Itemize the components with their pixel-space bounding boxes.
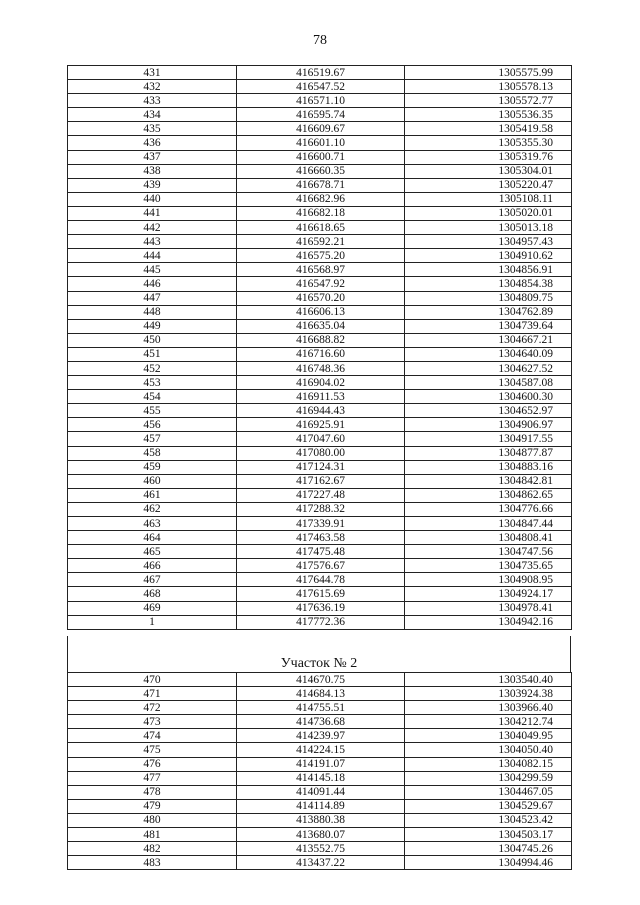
y-coordinate-cell: 1304856.91 <box>405 263 572 277</box>
x-coordinate-cell: 414224.15 <box>237 743 405 757</box>
table-row <box>68 66 572 80</box>
y-coordinate-cell: 1304745.26 <box>405 842 572 856</box>
y-coordinate-cell: 1304747.56 <box>405 545 572 559</box>
y-coordinate-cell: 1304910.62 <box>405 249 572 263</box>
table-row <box>68 108 572 122</box>
table-row <box>68 305 572 319</box>
y-coordinate-cell: 1304667.21 <box>405 333 572 347</box>
y-coordinate-cell: 1304212.74 <box>405 715 572 729</box>
point-number-cell: 434 <box>68 108 237 122</box>
table-row <box>68 291 572 305</box>
point-number-cell: 451 <box>68 347 237 361</box>
y-coordinate-cell: 1304082.15 <box>405 757 572 771</box>
point-number-cell: 431 <box>68 66 237 80</box>
table-row <box>68 673 572 687</box>
point-number-cell: 464 <box>68 531 237 545</box>
x-coordinate-cell: 416595.74 <box>237 108 405 122</box>
y-coordinate-cell: 1304917.55 <box>405 432 572 446</box>
table-row <box>68 615 572 629</box>
y-coordinate-cell: 1304762.89 <box>405 305 572 319</box>
table-row <box>68 743 572 757</box>
x-coordinate-cell: 416716.60 <box>237 347 405 361</box>
table-row <box>68 361 572 375</box>
y-coordinate-cell: 1305572.77 <box>405 94 572 108</box>
point-number-cell: 467 <box>68 573 237 587</box>
point-number-cell: 468 <box>68 587 237 601</box>
table-row <box>68 192 572 206</box>
point-number-cell: 438 <box>68 164 237 178</box>
table-row <box>68 94 572 108</box>
x-coordinate-cell: 416682.18 <box>237 206 405 220</box>
y-coordinate-cell: 1304978.41 <box>405 601 572 615</box>
point-number-cell: 462 <box>68 502 237 516</box>
y-coordinate-cell: 1304942.16 <box>405 615 572 629</box>
y-coordinate-cell: 1304050.40 <box>405 743 572 757</box>
point-number-cell: 458 <box>68 446 237 460</box>
x-coordinate-cell: 417475.48 <box>237 545 405 559</box>
point-number-cell: 442 <box>68 221 237 235</box>
x-coordinate-cell: 416925.91 <box>237 418 405 432</box>
point-number-cell: 439 <box>68 178 237 192</box>
point-number-cell: 452 <box>68 361 237 375</box>
x-coordinate-cell: 416609.67 <box>237 122 405 136</box>
table-row <box>68 531 572 545</box>
x-coordinate-cell: 414670.75 <box>237 673 405 687</box>
table-row <box>68 446 572 460</box>
x-coordinate-cell: 417644.78 <box>237 573 405 587</box>
x-coordinate-cell: 417615.69 <box>237 587 405 601</box>
y-coordinate-cell: 1304739.64 <box>405 319 572 333</box>
point-number-cell: 456 <box>68 418 237 432</box>
table-row <box>68 263 572 277</box>
x-coordinate-cell: 416568.97 <box>237 263 405 277</box>
point-number-cell: 466 <box>68 559 237 573</box>
point-number-cell: 1 <box>68 615 237 629</box>
point-number-cell: 445 <box>68 263 237 277</box>
x-coordinate-cell: 416606.13 <box>237 305 405 319</box>
table-row <box>68 701 572 715</box>
point-number-cell: 457 <box>68 432 237 446</box>
y-coordinate-cell: 1305304.01 <box>405 164 572 178</box>
x-coordinate-cell: 416748.36 <box>237 361 405 375</box>
table-row <box>68 390 572 404</box>
x-coordinate-cell: 413437.22 <box>237 856 405 870</box>
y-coordinate-cell: 1304523.42 <box>405 813 572 827</box>
table-row <box>68 164 572 178</box>
table-row <box>68 587 572 601</box>
x-coordinate-cell: 416682.96 <box>237 192 405 206</box>
x-coordinate-cell: 417080.00 <box>237 446 405 460</box>
point-number-cell: 481 <box>68 828 237 842</box>
x-coordinate-cell: 414091.44 <box>237 785 405 799</box>
point-number-cell: 453 <box>68 376 237 390</box>
y-coordinate-cell: 1305220.47 <box>405 178 572 192</box>
point-number-cell: 444 <box>68 249 237 263</box>
x-coordinate-cell: 414191.07 <box>237 757 405 771</box>
table-row <box>68 856 572 870</box>
x-coordinate-cell: 417772.36 <box>237 615 405 629</box>
x-coordinate-cell: 416601.10 <box>237 136 405 150</box>
y-coordinate-cell: 1304854.38 <box>405 277 572 291</box>
table-row <box>68 249 572 263</box>
point-number-cell: 441 <box>68 206 237 220</box>
table-row <box>68 277 572 291</box>
point-number-cell: 437 <box>68 150 237 164</box>
point-number-cell: 461 <box>68 488 237 502</box>
x-coordinate-cell: 416519.67 <box>237 66 405 80</box>
point-number-cell: 476 <box>68 757 237 771</box>
point-number-cell: 440 <box>68 192 237 206</box>
y-coordinate-cell: 1304503.17 <box>405 828 572 842</box>
table-row <box>68 333 572 347</box>
y-coordinate-cell: 1304842.81 <box>405 474 572 488</box>
table-row <box>68 813 572 827</box>
point-number-cell: 478 <box>68 785 237 799</box>
coordinates-table-section-2 <box>67 672 572 870</box>
table-row <box>68 376 572 390</box>
table-row <box>68 206 572 220</box>
y-coordinate-cell: 1305536.35 <box>405 108 572 122</box>
x-coordinate-cell: 417636.19 <box>237 601 405 615</box>
y-coordinate-cell: 1305419.58 <box>405 122 572 136</box>
x-coordinate-cell: 414684.13 <box>237 687 405 701</box>
y-coordinate-cell: 1305355.30 <box>405 136 572 150</box>
x-coordinate-cell: 416600.71 <box>237 150 405 164</box>
x-coordinate-cell: 416618.65 <box>237 221 405 235</box>
x-coordinate-cell: 416944.43 <box>237 404 405 418</box>
point-number-cell: 463 <box>68 517 237 531</box>
table-row <box>68 221 572 235</box>
table-row <box>68 687 572 701</box>
point-number-cell: 472 <box>68 701 237 715</box>
x-coordinate-cell: 417047.60 <box>237 432 405 446</box>
table-row <box>68 432 572 446</box>
table-row <box>68 404 572 418</box>
y-coordinate-cell: 1304862.65 <box>405 488 572 502</box>
x-coordinate-cell: 413880.38 <box>237 813 405 827</box>
y-coordinate-cell: 1304735.65 <box>405 559 572 573</box>
point-number-cell: 433 <box>68 94 237 108</box>
x-coordinate-cell: 416678.71 <box>237 178 405 192</box>
x-coordinate-cell: 416570.20 <box>237 291 405 305</box>
table-row <box>68 601 572 615</box>
y-coordinate-cell: 1304640.09 <box>405 347 572 361</box>
x-coordinate-cell: 416904.02 <box>237 376 405 390</box>
y-coordinate-cell: 1305013.18 <box>405 221 572 235</box>
table-row <box>68 418 572 432</box>
point-number-cell: 479 <box>68 799 237 813</box>
x-coordinate-cell: 416688.82 <box>237 333 405 347</box>
y-coordinate-cell: 1305575.99 <box>405 66 572 80</box>
x-coordinate-cell: 417576.67 <box>237 559 405 573</box>
y-coordinate-cell: 1305020.01 <box>405 206 572 220</box>
y-coordinate-cell: 1303540.40 <box>405 673 572 687</box>
x-coordinate-cell: 416547.52 <box>237 80 405 94</box>
x-coordinate-cell: 416660.35 <box>237 164 405 178</box>
y-coordinate-cell: 1305578.13 <box>405 80 572 94</box>
x-coordinate-cell: 414736.68 <box>237 715 405 729</box>
point-number-cell: 455 <box>68 404 237 418</box>
table-row <box>68 319 572 333</box>
point-number-cell: 449 <box>68 319 237 333</box>
point-number-cell: 447 <box>68 291 237 305</box>
table-row <box>68 785 572 799</box>
y-coordinate-cell: 1304877.87 <box>405 446 572 460</box>
x-coordinate-cell: 416571.10 <box>237 94 405 108</box>
point-number-cell: 450 <box>68 333 237 347</box>
point-number-cell: 443 <box>68 235 237 249</box>
table-row <box>68 150 572 164</box>
point-number-cell: 446 <box>68 277 237 291</box>
section-title: Участок № 2 <box>280 656 358 671</box>
x-coordinate-cell: 417124.31 <box>237 460 405 474</box>
y-coordinate-cell: 1304808.41 <box>405 531 572 545</box>
table-row <box>68 559 572 573</box>
table-row <box>68 136 572 150</box>
y-coordinate-cell: 1304847.44 <box>405 517 572 531</box>
point-number-cell: 475 <box>68 743 237 757</box>
x-coordinate-cell: 413552.75 <box>237 842 405 856</box>
table-row <box>68 178 572 192</box>
point-number-cell: 435 <box>68 122 237 136</box>
table-row <box>68 771 572 785</box>
x-coordinate-cell: 417463.58 <box>237 531 405 545</box>
y-coordinate-cell: 1303924.38 <box>405 687 572 701</box>
y-coordinate-cell: 1304924.17 <box>405 587 572 601</box>
table-row <box>68 502 572 516</box>
y-coordinate-cell: 1304957.43 <box>405 235 572 249</box>
x-coordinate-cell: 414145.18 <box>237 771 405 785</box>
table-row <box>68 842 572 856</box>
point-number-cell: 470 <box>68 673 237 687</box>
y-coordinate-cell: 1304776.66 <box>405 502 572 516</box>
point-number-cell: 432 <box>68 80 237 94</box>
table-row <box>68 488 572 502</box>
y-coordinate-cell: 1304587.08 <box>405 376 572 390</box>
y-coordinate-cell: 1305319.76 <box>405 150 572 164</box>
x-coordinate-cell: 417288.32 <box>237 502 405 516</box>
x-coordinate-cell: 417339.91 <box>237 517 405 531</box>
point-number-cell: 460 <box>68 474 237 488</box>
table-row <box>68 799 572 813</box>
table-row <box>68 460 572 474</box>
y-coordinate-cell: 1303966.40 <box>405 701 572 715</box>
x-coordinate-cell: 416592.21 <box>237 235 405 249</box>
x-coordinate-cell: 416575.20 <box>237 249 405 263</box>
point-number-cell: 465 <box>68 545 237 559</box>
point-number-cell: 480 <box>68 813 237 827</box>
x-coordinate-cell: 414239.97 <box>237 729 405 743</box>
coordinates-table-section-1 <box>67 65 572 630</box>
y-coordinate-cell: 1304049.95 <box>405 729 572 743</box>
point-number-cell: 459 <box>68 460 237 474</box>
point-number-cell: 482 <box>68 842 237 856</box>
page-number: 78 <box>313 33 327 48</box>
table-row <box>68 573 572 587</box>
table-row <box>68 80 572 94</box>
y-coordinate-cell: 1304908.95 <box>405 573 572 587</box>
point-number-cell: 448 <box>68 305 237 319</box>
table-row <box>68 347 572 361</box>
point-number-cell: 474 <box>68 729 237 743</box>
point-number-cell: 471 <box>68 687 237 701</box>
y-coordinate-cell: 1304600.30 <box>405 390 572 404</box>
table-row <box>68 729 572 743</box>
x-coordinate-cell: 417162.67 <box>237 474 405 488</box>
table-row <box>68 757 572 771</box>
table-row <box>68 517 572 531</box>
y-coordinate-cell: 1304809.75 <box>405 291 572 305</box>
point-number-cell: 436 <box>68 136 237 150</box>
x-coordinate-cell: 416635.04 <box>237 319 405 333</box>
table-row <box>68 474 572 488</box>
x-coordinate-cell: 413680.07 <box>237 828 405 842</box>
y-coordinate-cell: 1304529.67 <box>405 799 572 813</box>
table-row <box>68 235 572 249</box>
table-row <box>68 122 572 136</box>
table-row <box>68 545 572 559</box>
point-number-cell: 477 <box>68 771 237 785</box>
y-coordinate-cell: 1304467.05 <box>405 785 572 799</box>
point-number-cell: 469 <box>68 601 237 615</box>
y-coordinate-cell: 1304652.97 <box>405 404 572 418</box>
point-number-cell: 454 <box>68 390 237 404</box>
x-coordinate-cell: 414114.89 <box>237 799 405 813</box>
table-row <box>68 715 572 729</box>
x-coordinate-cell: 414755.51 <box>237 701 405 715</box>
x-coordinate-cell: 416547.92 <box>237 277 405 291</box>
y-coordinate-cell: 1305108.11 <box>405 192 572 206</box>
y-coordinate-cell: 1304299.59 <box>405 771 572 785</box>
y-coordinate-cell: 1304883.16 <box>405 460 572 474</box>
x-coordinate-cell: 417227.48 <box>237 488 405 502</box>
y-coordinate-cell: 1304994.46 <box>405 856 572 870</box>
x-coordinate-cell: 416911.53 <box>237 390 405 404</box>
y-coordinate-cell: 1304906.97 <box>405 418 572 432</box>
point-number-cell: 483 <box>68 856 237 870</box>
point-number-cell: 473 <box>68 715 237 729</box>
table-row <box>68 828 572 842</box>
y-coordinate-cell: 1304627.52 <box>405 361 572 375</box>
